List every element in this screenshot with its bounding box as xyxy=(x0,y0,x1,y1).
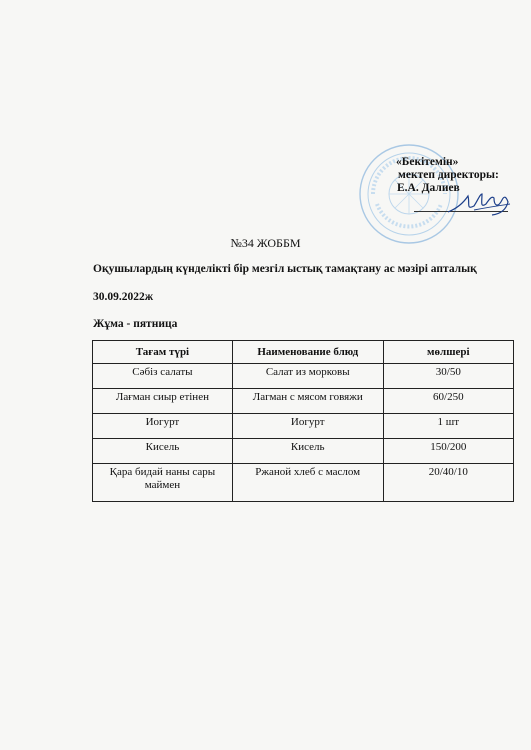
column-header-dish-name: Наименование блюд xyxy=(232,341,383,364)
signature-icon xyxy=(444,188,514,218)
cell-dish-type: Сәбіз салаты xyxy=(93,364,233,389)
cell-portion: 150/200 xyxy=(383,439,513,464)
cell-portion: 1 шт xyxy=(383,414,513,439)
column-header-dish-type: Тағам түрі xyxy=(93,341,233,364)
cell-portion: 20/40/10 xyxy=(383,464,513,502)
table-row xyxy=(93,364,514,389)
cell-dish-type: Қара бидай наны сары маймен xyxy=(93,464,233,502)
document-heading: Оқушылардың күнделікті бір мезгіл ыстық тамақтану ас мәзірі апталық xyxy=(93,263,477,275)
approval-position: мектеп директоры: xyxy=(398,169,499,181)
cell-portion: 30/50 xyxy=(383,364,513,389)
cell-dish-type: Кисель xyxy=(93,439,233,464)
cell-portion: 60/250 xyxy=(383,389,513,414)
column-header-portion: мөлшері xyxy=(383,341,513,364)
school-name: №34 ЖОББМ xyxy=(230,236,301,250)
table-row xyxy=(93,439,514,464)
cell-dish-name: Ржаной хлеб с маслом xyxy=(232,464,383,502)
cell-dish-name: Кисель xyxy=(232,439,383,464)
cell-dish-name: Салат из морковы xyxy=(232,364,383,389)
menu-table xyxy=(92,340,514,502)
table-row xyxy=(93,414,514,439)
table-header-row xyxy=(93,341,514,364)
approval-name: Е.А. Далиев xyxy=(397,182,460,194)
approval-title: «Бекітемін» xyxy=(396,156,459,168)
cell-dish-type: Иогурт xyxy=(93,414,233,439)
table-row xyxy=(93,464,514,502)
weekday-label: Жұма - пятница xyxy=(93,318,178,330)
cell-dish-name: Лагман с мясом говяжи xyxy=(232,389,383,414)
cell-dish-type: Лағман сиыр етінен xyxy=(93,389,233,414)
document-date: 30.09.2022ж xyxy=(93,291,154,303)
table-row xyxy=(93,389,514,414)
cell-dish-name: Иогурт xyxy=(232,414,383,439)
